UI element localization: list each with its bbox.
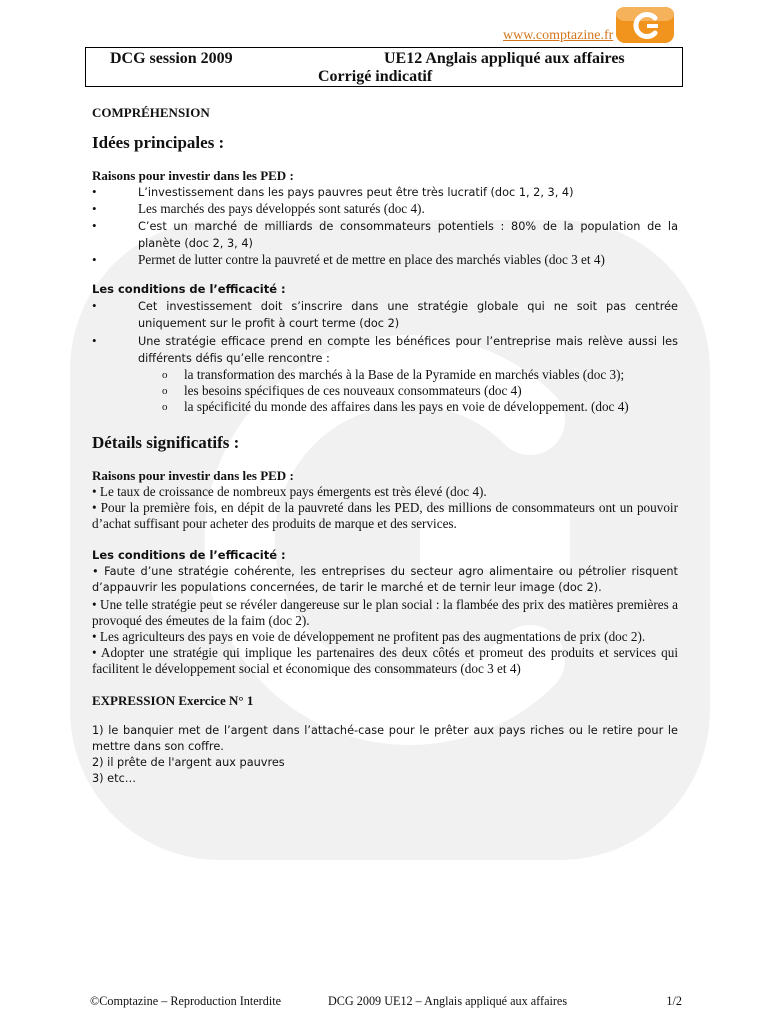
list-item: • C’est un marché de milliards de consommateurs potentiels : 80% de la population de la planète (doc 2, 3, 4): [92, 218, 678, 252]
site-link[interactable]: www.comptazine.fr: [503, 28, 614, 43]
comptazine-logo-icon: [614, 6, 676, 44]
section-comprehension: COMPRÉHENSION: [92, 105, 210, 120]
conditions-list: [92, 298, 678, 367]
expression-line: 3) etc…: [92, 772, 137, 786]
exam-unit: UE12 Anglais appliqué aux affaires: [384, 50, 625, 67]
footer-copyright: ©Comptazine – Reproduction Interdite: [90, 994, 282, 1008]
raisons-list: [92, 184, 678, 268]
heading-details: Détails significatifs :: [92, 432, 240, 452]
list-item: • Les marchés des pays développés sont saturés (doc 4).: [92, 201, 678, 217]
detail-line: • Adopter une stratégie qui implique les partenaires des deux côtés et promeut des produits et services qui facilitent le développement social et économique des consommateurs (doc 3 et 4): [92, 645, 678, 677]
detail-line: • Pour la première fois, en dépit de la pauvreté dans les PED, des millions de consommateurs ont un pouvoir d’achat suffisant pour acheter des produits de marque et des services.: [92, 499, 678, 532]
list-item: • Cet investissement doit s’inscrire dans une stratégie globale qui ne soit pas centrée uniquement sur le profit à court terme (doc 2): [92, 298, 678, 332]
expression-line: 1) le banquier met de l’argent dans l’attaché-case pour le prêter aux pays riches ou le retire pour le mettre dans son coffre.: [92, 723, 678, 753]
subheading-raisons: Raisons pour investir dans les PED :: [92, 168, 294, 184]
expression-line: 2) il prête de l'argent aux pauvres: [92, 756, 285, 770]
heading-idees-principales: Idées principales :: [92, 133, 225, 153]
subheading-conditions: Les conditions de l’efficacité :: [92, 282, 286, 297]
detail-line: • Faute d’une stratégie cohérente, les entreprises du secteur agro alimentaire ou pétrolier risquent d’appauvrir les populations concernées, de tarir le marché et de ternir leur image (doc 2).: [92, 565, 678, 595]
exam-session: DCG session 2009: [110, 50, 233, 67]
footer-title: DCG 2009 UE12 – Anglais appliqué aux affaires: [328, 994, 568, 1008]
sub-conditions-list: [162, 367, 678, 416]
document-subtitle: Corrigé indicatif: [318, 68, 433, 85]
list-item: • Permet de lutter contre la pauvreté et de mettre en place des marchés viables (doc 3 et 4): [92, 252, 678, 268]
detail-line: • Les agriculteurs des pays en voie de développement ne profitent pas des augmentations de prix (doc 2).: [92, 629, 646, 645]
document-header: [85, 47, 683, 87]
detail-line: • Une telle stratégie peut se révéler dangereuse sur le plan social : la flambée des prix des matières premières a provoqué des émeutes de la faim (doc 2).: [92, 596, 678, 628]
document-body: [92, 105, 678, 787]
section-expression: EXPRESSION Exercice N° 1: [92, 692, 254, 708]
list-item: o les besoins spécifiques de ces nouveaux consommateurs (doc 4): [162, 383, 678, 399]
list-item: • Une stratégie efficace prend en compte les bénéfices pour l’entreprise mais relève aussi les différents défis qu’elle rencontre :: [92, 333, 678, 367]
subheading-raisons-details: Raisons pour investir dans les PED :: [92, 467, 294, 483]
detail-line: • Le taux de croissance de nombreux pays émergents est très élevé (doc 4).: [92, 483, 487, 499]
page-number: 1/2: [666, 994, 682, 1008]
list-item: o la spécificité du monde des affaires dans les pays en voie de développement. (doc 4): [162, 399, 678, 415]
subheading-conditions-details: Les conditions de l’efficacité :: [92, 548, 286, 563]
list-item: o la transformation des marchés à la Base de la Pyramide en marchés viables (doc 3);: [162, 367, 678, 383]
list-item: • L’investissement dans les pays pauvres peut être très lucratif (doc 1, 2, 3, 4): [92, 184, 678, 201]
